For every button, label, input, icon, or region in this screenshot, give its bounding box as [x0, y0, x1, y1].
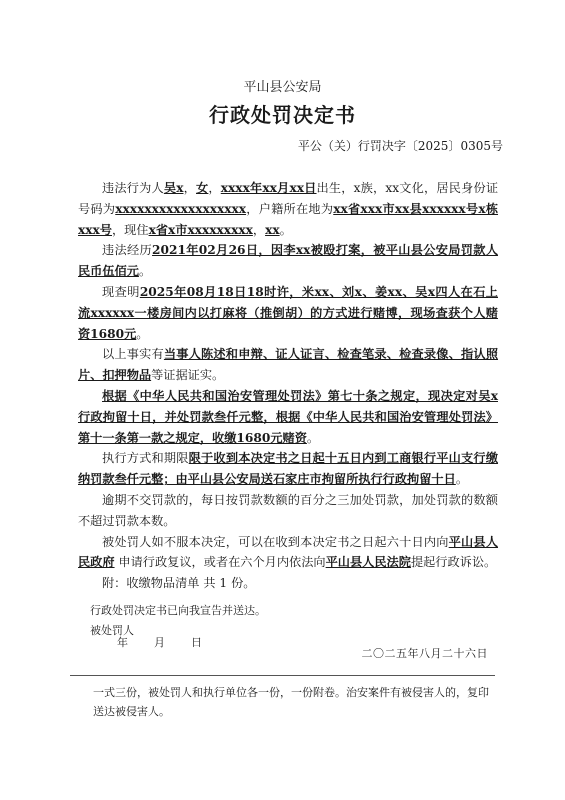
attachment-note: 附：收缴物品清单 共 1 份。	[102, 576, 256, 591]
document-title: 行政处罚决定书	[209, 103, 356, 127]
offender-household: xx省xxx市xx县xxxxxx号x栋xxx号	[78, 201, 499, 237]
divider-line	[70, 675, 495, 676]
issue-date: 二〇二五年八月二十六日	[361, 647, 488, 660]
penalty-decision: 根据《中华人民共和国治安管理处罚法》第七十条之规定，现决定对吴x行政拘留十日，并处罚款叁仟元整，根据《中华人民共和国治安管理处罚法》第十一条第一款之规定，收缴1680元赌资	[78, 388, 498, 445]
late-payment-paragraph: 逾期不交罚款的，每日按罚款数额的百分之三加处罚款，加处罚款的数额不超过罚款本数。	[78, 492, 498, 528]
acknowledgement-date-fields	[117, 634, 202, 650]
recipient-label: 被处罚人	[90, 624, 134, 637]
document-body	[78, 178, 498, 594]
issuing-agency: 平山县公安局	[243, 80, 322, 95]
execution-paragraph: 执行方式和期限限于收到本决定书之日起十五日内到工商银行平山支行缴纳罚款叁仟元整；由平山县公安局送石家庄市拘留所执行行政拘留十日。	[78, 451, 499, 487]
offender-residence: x省x市xxxxxxxxx	[148, 222, 253, 237]
offender-dob: xxxx年xx月xx日	[220, 181, 317, 195]
day-label: 日	[191, 636, 202, 649]
court-name: 平山县人民法院	[325, 555, 411, 570]
violation-history: 2021年02月26日，因李xx被殴打案，被平山县公安局罚款人民币伍佰元	[78, 243, 499, 279]
case-facts: 2025年08月18日18时许，米xx、刘x、姜xx、吴x四人在石上流xxxxxx一楼房间内以打麻将（推倒胡）的方式进行赌博，现场查获个人赌资1680元	[78, 284, 498, 341]
document-number: 平公（关）行罚决字〔2025〕0305号	[297, 139, 503, 153]
offender-info-paragraph: 违法行为人吴x，女，xxxx年xx月xx日出生，x族，xx文化，居民身份证号码为xxxxxxxxxxxxxxxxxx，户籍所在地为xx省xxx市xx县xxxxxx号x栋xxx号，现住x省x市xxxxxxxxx，xx。	[78, 181, 499, 237]
year-label: 年	[117, 636, 128, 649]
offender-id-number: xxxxxxxxxxxxxxxxxx	[115, 201, 247, 216]
facts-paragraph: 现查明2025年08月18日18时许，米xx、刘x、姜xx、吴x四人在石上流xxxxxx一楼房间内以打麻将（推倒胡）的方式进行赌博，现场查获个人赌资1680元。	[78, 284, 498, 341]
violation-history-paragraph: 违法经历2021年02月26日，因李xx被殴打案，被平山县公安局罚款人民币伍佰元。	[78, 243, 499, 279]
month-label: 月	[154, 636, 165, 649]
distribution-note: 一式三份，被处罚人和执行单位各一份，一份附卷。治安案件有被侵害人的，复印送达被侵害人。	[93, 686, 489, 718]
appeal-paragraph: 被处罚人如不服本决定，可以在收到本决定书之日起六十日内向平山县人民政府 申请行政复议，或者在六个月内依法向平山县人民法院提起行政诉讼。	[78, 534, 499, 570]
evidence-paragraph: 以上事实有当事人陈述和申辩、证人证言、检查笔录、检查录像、指认照片、扣押物品等证据证实。	[78, 347, 499, 383]
offender-gender: 女	[196, 181, 209, 195]
review-authority: 平山县人民政府	[78, 534, 499, 570]
acknowledgement-text: 行政处罚决定书已向我宣告并送达。	[90, 604, 266, 617]
execution-method: 限于收到本决定书之日起十五日内到工商银行平山支行缴纳罚款叁仟元整；由平山县公安局送石家庄市拘留所执行行政拘留十日	[78, 451, 499, 487]
evidence-list: 当事人陈述和申辩、证人证言、检查笔录、检查录像、指认照片、扣押物品	[78, 347, 499, 383]
decision-paragraph: 根据《中华人民共和国治安管理处罚法》第七十条之规定，现决定对吴x行政拘留十日，并处罚款叁仟元整，根据《中华人民共和国治安管理处罚法》第十一条第一款之规定，收缴1680元赌资。	[78, 388, 498, 445]
offender-residence-detail: xx	[265, 222, 280, 237]
offender-name: 吴x	[163, 181, 184, 195]
